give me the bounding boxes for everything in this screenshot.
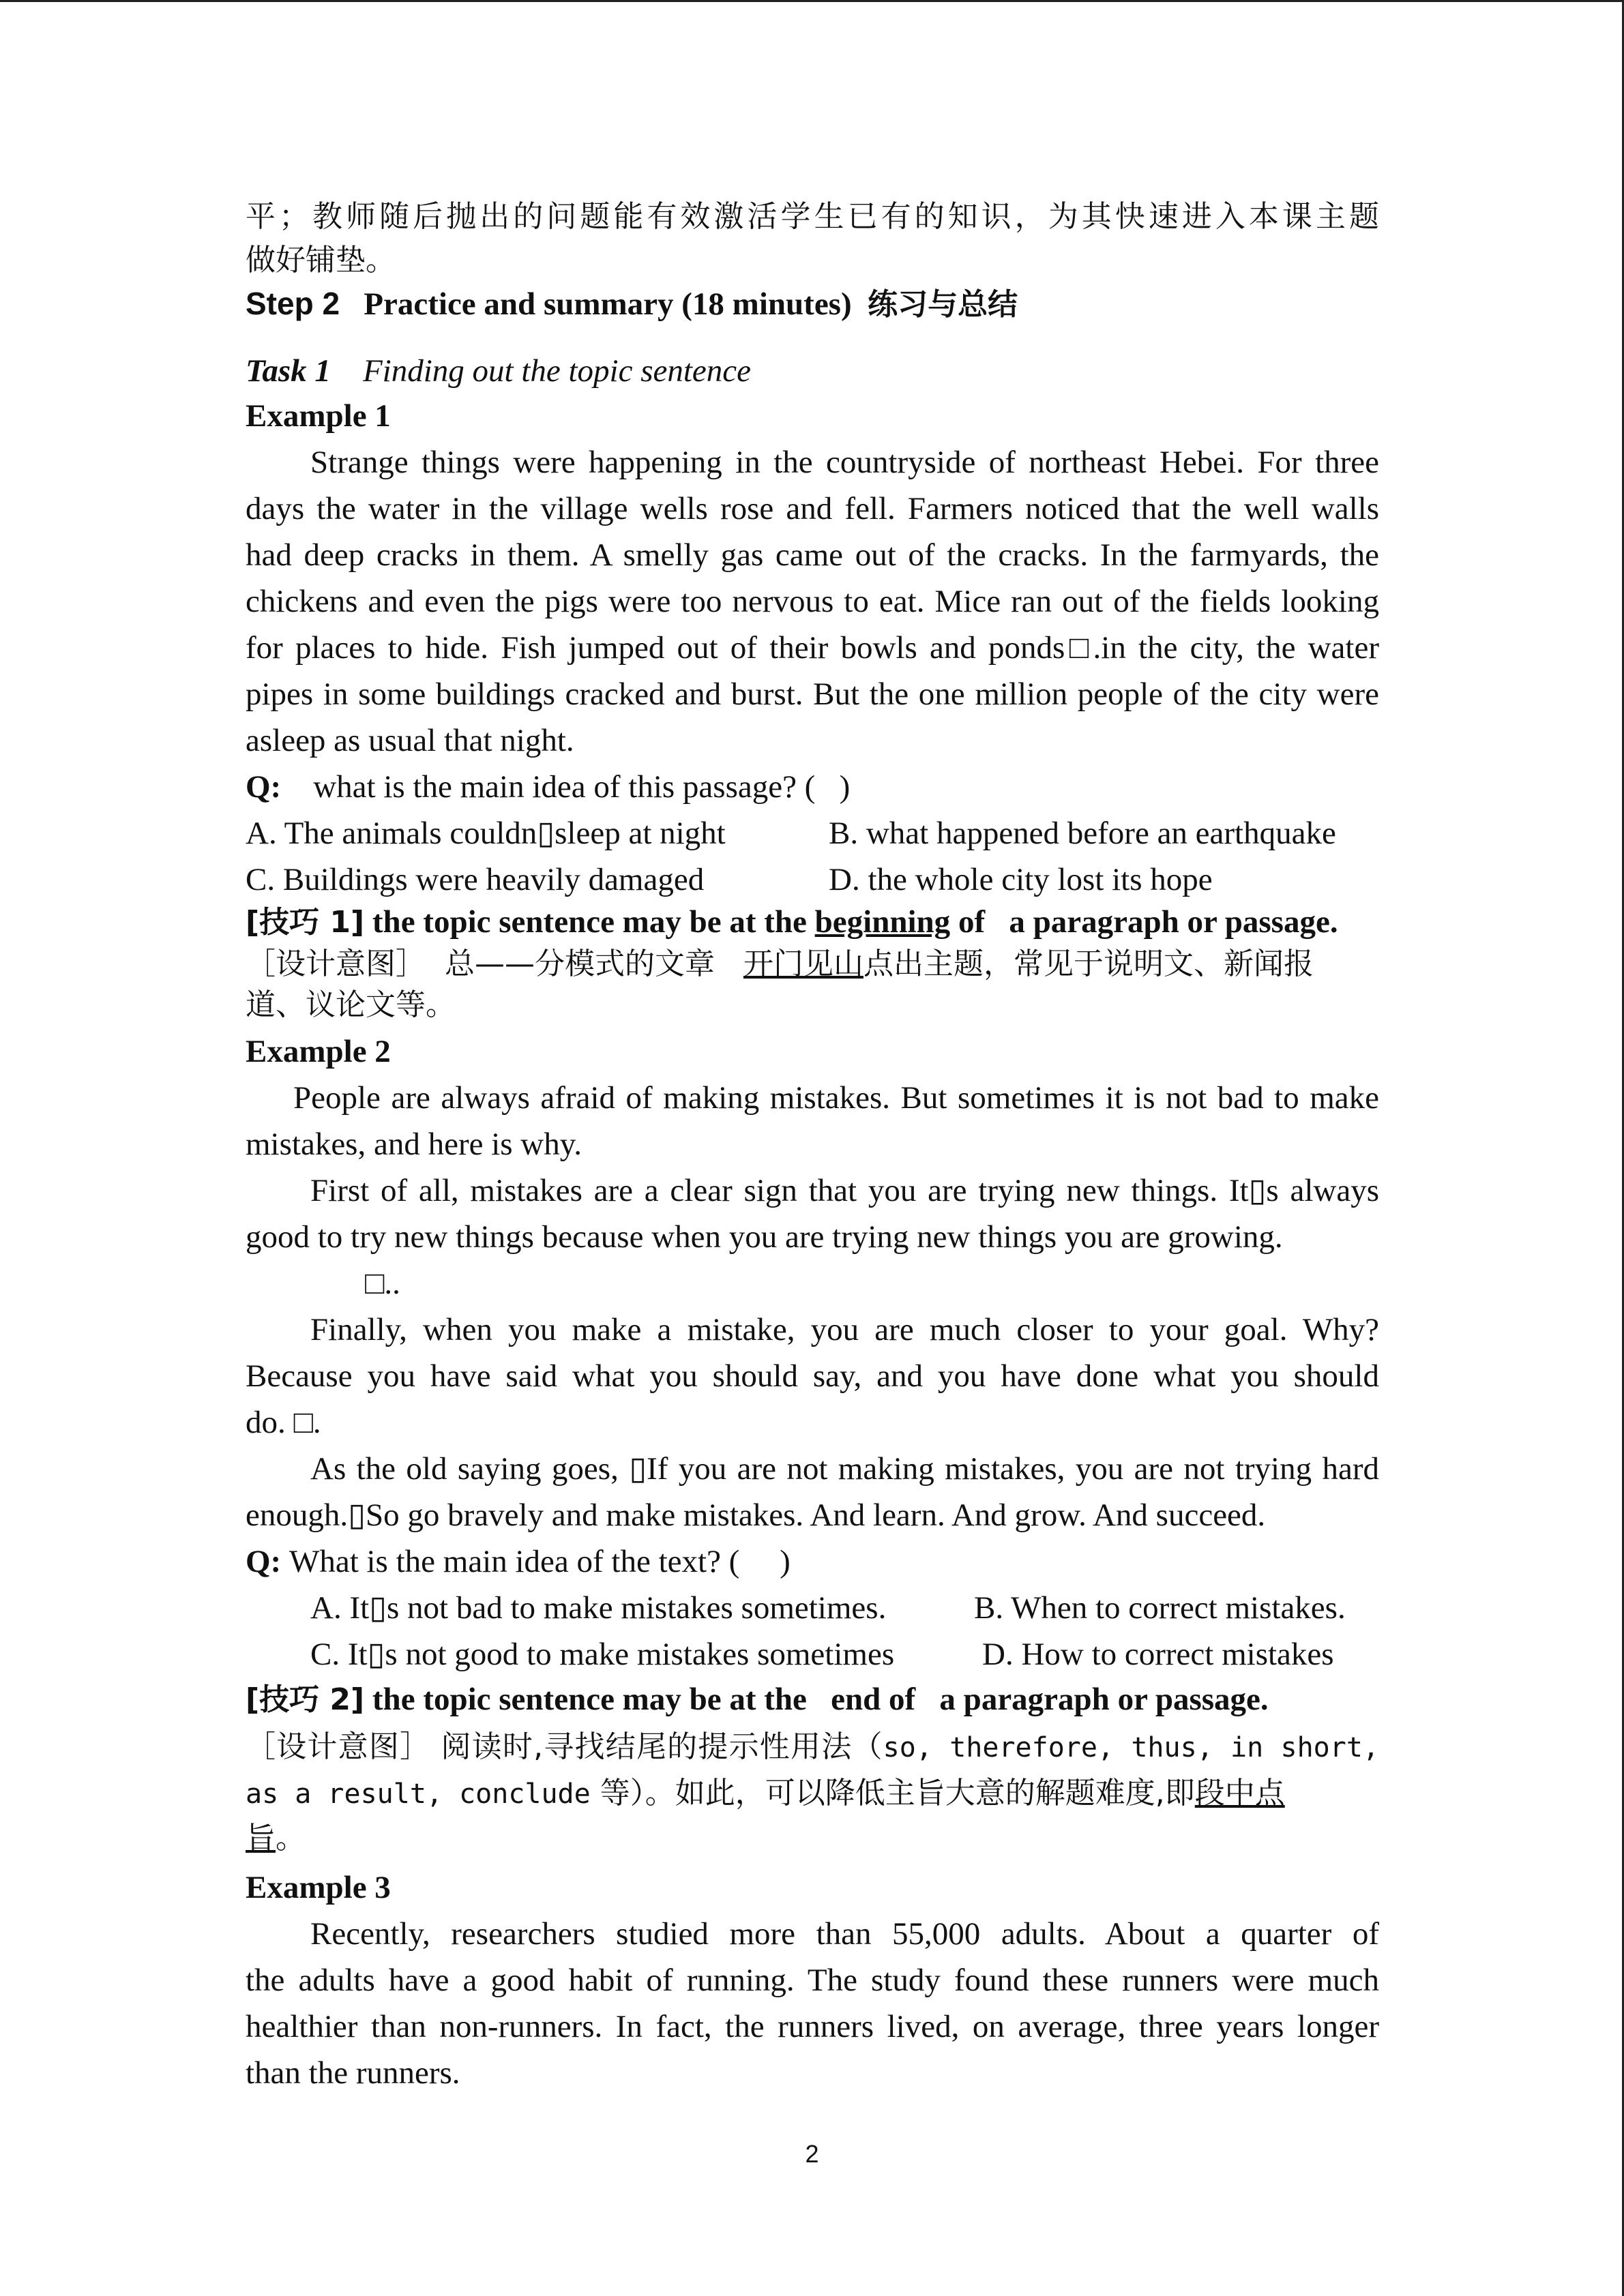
tip-2-text: the topic sentence may be at the end of a paragraph or passage.	[372, 1682, 1269, 1717]
example-2-line: People are always afraid of making mistakes. But sometimes it is not bad to make	[293, 1080, 1379, 1116]
design-2-mono-b: as a result, conclude	[246, 1778, 591, 1810]
step-title: Practice and summary (18 minutes)	[364, 286, 852, 322]
step-title-cn: 练习与总结	[868, 287, 1018, 322]
example-2-line: First of all, mistakes are a clear sign that you are trying new things. It▯s always	[310, 1173, 1379, 1208]
example-1-option-b: B. what happened before an earthquake	[829, 816, 1336, 851]
example-2-line: As the old saying goes, ▯If you are not making mistakes, you are not trying hard	[310, 1451, 1379, 1487]
example-2-ellipsis: □..	[365, 1266, 400, 1301]
example-2-line: do. □.	[246, 1405, 321, 1440]
example-3-line: Recently, researchers studied more than 55,000 adults. About a quarter of	[310, 1916, 1379, 1952]
example-1-line: pipes in some buildings cracked and burst. But the one million people of the city were	[246, 676, 1379, 712]
tip-1-text-before: the topic sentence may be at the	[372, 904, 807, 940]
design-2-line-3	[246, 1818, 306, 1859]
example-2-line: enough.▯So go bravely and make mistakes. And learn. And grow. And succeed.	[246, 1497, 1266, 1533]
task-label: Task 1	[246, 353, 331, 389]
tip-1-label: [技巧 1]	[246, 905, 365, 940]
design-2-keyword-cont: 旨	[246, 1821, 276, 1855]
tip-1	[246, 901, 1338, 943]
step-heading	[246, 283, 1018, 325]
design-1-line-1	[246, 944, 1314, 985]
example-2-line: mistakes, and here is why.	[246, 1127, 582, 1162]
example-2-line: good to try new things because when you are trying new things you are growing.	[246, 1219, 1283, 1255]
tip-2-label: [技巧 2]	[246, 1682, 365, 1717]
example-1-line: chickens and even the pigs were too nervous to eat. Mice ran out of the fields looking	[246, 584, 1379, 619]
design-2-text-a: 阅读时,寻找结尾的提示性用法（	[441, 1729, 883, 1764]
example-2-option-a: A. It▯s not bad to make mistakes sometimes.	[310, 1590, 887, 1626]
page-number: 2	[805, 2140, 819, 2168]
example-3-line: healthier than non-runners. In fact, the runners lived, on average, three years longer	[246, 2009, 1379, 2044]
design-2-end: 。	[276, 1821, 306, 1855]
design-1-label: ［设计意图］	[246, 946, 426, 981]
example-1-line: had deep cracks in them. A smelly gas came out of the cracks. In the farmyards, the	[246, 537, 1379, 573]
step-label: Step 2	[246, 286, 340, 321]
question-label: Q:	[246, 1544, 282, 1579]
design-1-keyword: 开门见山	[743, 946, 863, 981]
example-3-line: the adults have a good habit of running. The study found these runners were much	[246, 1963, 1379, 1998]
intro-line-2: 做好铺垫。	[246, 243, 396, 278]
example-1-option-d: D. the whole city lost its hope	[829, 862, 1213, 897]
design-2-label: ［设计意图］	[246, 1729, 431, 1764]
example-1-line: for places to hide. Fish jumped out of their bowls and ponds□.in the city, the water	[246, 630, 1379, 666]
design-1-text-b: 点出主题，常见于说明文、新闻报	[863, 946, 1314, 981]
example-1-line: days the water in the village wells rose and fell. Farmers noticed that the well walls	[246, 491, 1379, 526]
design-2-line-2	[246, 1773, 1285, 1815]
tip-1-text-after: of a paragraph or passage.	[958, 904, 1338, 940]
example-2-line: Finally, when you make a mistake, you are much closer to your goal. Why?	[310, 1312, 1379, 1347]
intro-line-1: 平；教师随后抛出的问题能有效激活学生已有的知识，为其快速进入本课主题	[246, 199, 1379, 234]
task-heading	[246, 351, 751, 391]
example-2-option-c: C. It▯s not good to make mistakes sometimes	[310, 1637, 895, 1672]
example-3-heading: Example 3	[246, 1870, 391, 1905]
design-2-line-1	[246, 1727, 1379, 1768]
example-1-heading: Example 1	[246, 398, 391, 434]
design-2-mono-a: so, therefore, thus, in short,	[883, 1732, 1379, 1763]
tip-2	[246, 1679, 1269, 1720]
example-3-line: than the runners.	[246, 2055, 460, 2091]
example-1-question	[246, 766, 850, 807]
example-1-line: Strange things were happening in the countryside of northeast Hebei. For three	[310, 445, 1379, 480]
example-2-option-d: D. How to correct mistakes	[982, 1637, 1334, 1672]
task-title: Finding out the topic sentence	[362, 353, 752, 389]
example-2-heading: Example 2	[246, 1034, 391, 1069]
question-text: what is the main idea of this passage? ( )	[313, 769, 851, 805]
tip-1-keyword: beginning	[814, 904, 951, 940]
question-label: Q:	[246, 769, 282, 805]
example-1-line: asleep as usual that night.	[246, 723, 574, 758]
design-1-line-2: 道、议论文等。	[246, 987, 456, 1022]
example-2-option-b: B. When to correct mistakes.	[974, 1590, 1346, 1626]
page-top-border	[0, 0, 1624, 2]
question-text: What is the main idea of the text? ( )	[289, 1544, 791, 1579]
example-2-question	[246, 1541, 791, 1582]
example-1-option-c: C. Buildings were heavily damaged	[246, 862, 705, 897]
design-2-text-b: 等）。如此，可以降低主旨大意的解题难度,即	[600, 1776, 1195, 1810]
example-2-line: Because you have said what you should say, and you have done what you should	[246, 1358, 1379, 1394]
example-1-option-a: A. The animals couldn▯sleep at night	[246, 816, 726, 851]
design-1-text-a: 总——分模式的文章	[444, 946, 715, 981]
design-2-keyword: 段中点	[1194, 1776, 1285, 1810]
